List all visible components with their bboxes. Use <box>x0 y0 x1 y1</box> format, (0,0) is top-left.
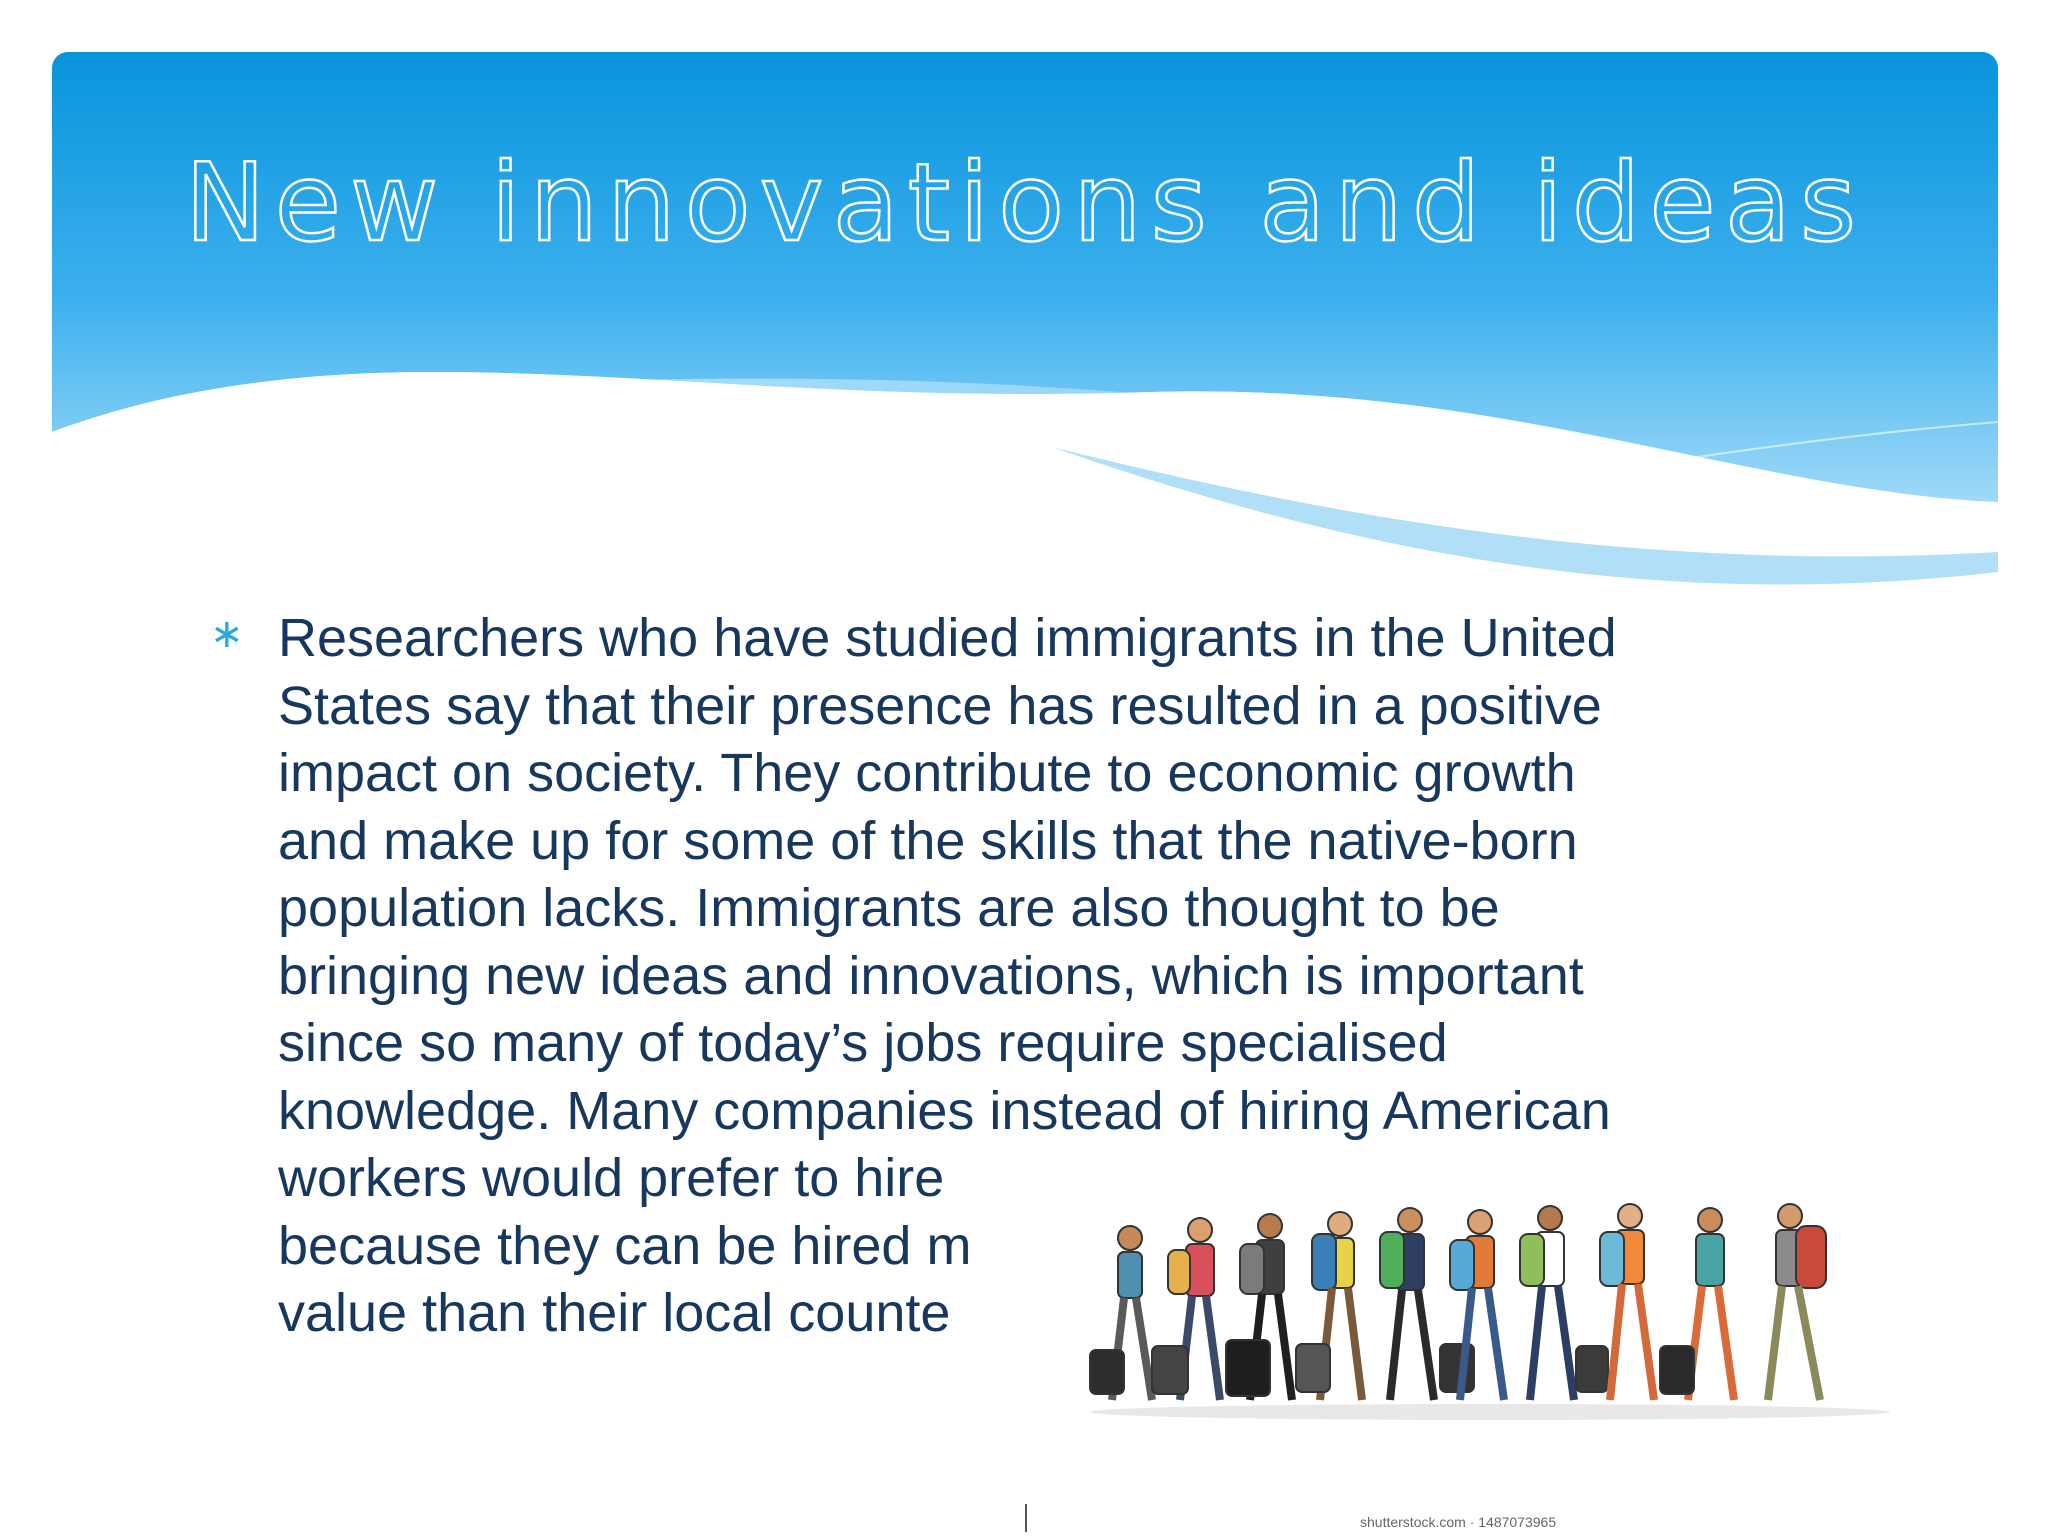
travelers-illustration-image <box>1020 1160 1900 1536</box>
bullet-line: bringing new ideas and innovations, which is important <box>278 945 1584 1006</box>
header-wave-band <box>52 52 1998 612</box>
bullet-line: knowledge. Many companies instead of hiring American <box>278 1080 1611 1141</box>
travelers-illustration <box>1020 1160 1900 1536</box>
asterisk-bullet-icon: ∗ <box>210 611 244 657</box>
bullet-line: workers would prefer to hire <box>278 1148 945 1208</box>
wave-graphic <box>52 52 1998 612</box>
bullet-line: and make up for some of the skills that the native-born <box>278 810 1578 871</box>
image-watermark: shutterstock.com · 1487073965 <box>1360 1514 1557 1530</box>
bullet-line: impact on society. They contribute to economic growth <box>278 743 1576 803</box>
bullet-line: value than their local counte <box>278 1283 951 1343</box>
bullet-line: Researchers who have studied immigrants in the United <box>278 608 1617 668</box>
bullet-line: because they can be hired m <box>278 1215 972 1276</box>
image-divider-tick <box>1025 1504 1027 1532</box>
bullet-line: States say that their presence has resulted in a positive <box>278 675 1602 736</box>
slide-title: New innovations and ideas <box>184 141 1866 266</box>
bullet-line: since so many of today’s jobs require specialised <box>278 1013 1448 1073</box>
bullet-line: population lacks. Immigrants are also thought to be <box>278 878 1500 938</box>
